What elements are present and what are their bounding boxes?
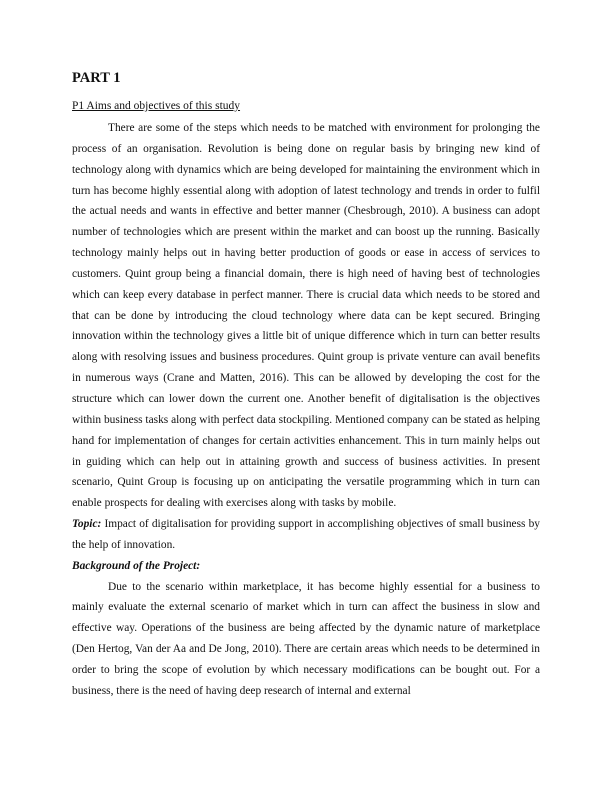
aims-paragraph: There are some of the steps which needs to be matched with environment for prolonging the process of an organisation. Revolution is being done on regular basis by bringing new kind of technology along with dynamics which are being developed for maintaining the environment which in turn has become highly essential along with adoption of latest technology and trends in order to fulfil the actual needs and wants in effective and better manner (Chesbrough, 2010). A business can adopt number of technologies which are present within the market and can boost up the running. Basically technology mainly helps out in having better production of goods or ease in access of services to customers. Quint group being a financial domain, there is high need of having best of technologies which can keep every database in perfect manner. There is crucial data which needs to be stored and that can be done by introducing the cloud technology where data can be kept secured. Bringing innovation within the technology gives a little bit of unique difference which in turn can better results along with resolving issues and business procedures. Quint group is private venture can avail benefits in numerous ways (Crane and Matten, 2016). This can be allowed by developing the cost for the structure which can lower down the current one. Another benefit of digitalisation is the objectives within business tasks along with perfect data stockpiling. Mentioned company can be stated as helping hand for implementation of changes for certain activities enhancement. This in turn mainly helps out in guiding which can help out in attaining growth and success of business activities. In present scenario, Quint Group is focusing up on anticipating the versatile programming which in turn can enable prospects for dealing with exercises along with tasks by mobile. (72, 122, 540, 510)
background-heading: Background of the Project: (72, 559, 201, 572)
topic-paragraph (72, 514, 540, 556)
background-paragraph: Due to the scenario within marketplace, it has become highly essential for a business to mainly evaluate the external scenario of market which in turn can affect the business in slow and effective way. Operations of the business are being affected by the dynamic nature of marketplace (Den Hertog, Van der Aa and De Jong, 2010). There are certain areas which needs to be determined in order to bring the scope of evolution by which necessary modifications can be bought out. For a business, there is the need of having deep research of internal and external (72, 580, 540, 697)
section-title: P1 Aims and objectives of this study (72, 100, 241, 112)
topic-label: Topic: (72, 518, 102, 531)
topic-text: Impact of digitalisation for providing support in accomplishing objectives of small business by the help of innovation. (72, 518, 540, 551)
document-page (72, 68, 540, 702)
part-heading: PART 1 (72, 70, 121, 86)
